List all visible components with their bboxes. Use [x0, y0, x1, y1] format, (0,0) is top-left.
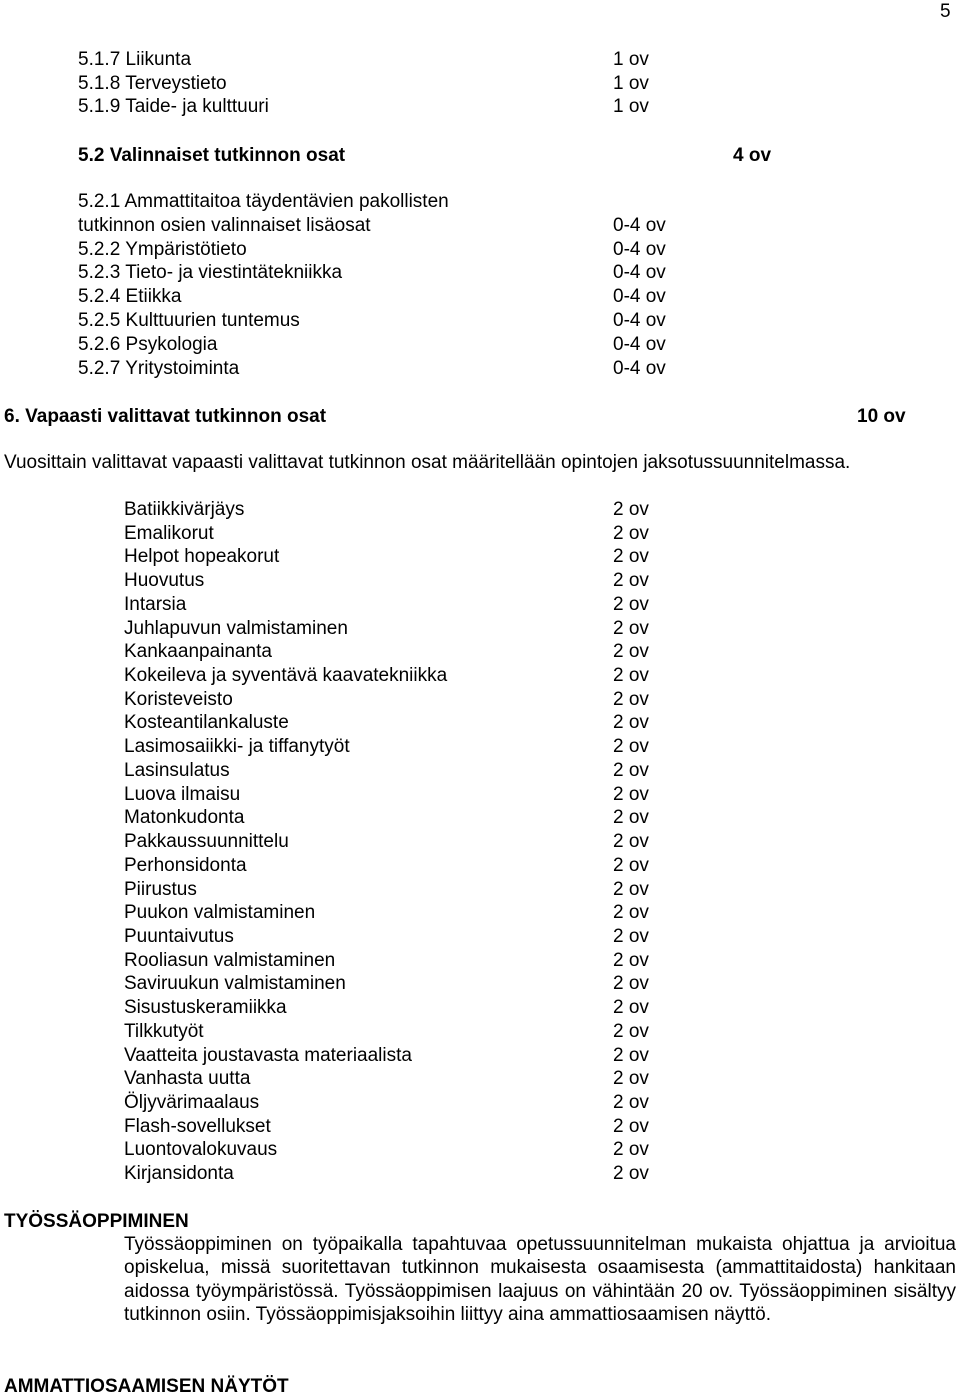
course-credits: 2 ov	[613, 1068, 649, 1090]
course-name: Lasimosaiikki- ja tiffanytyöt	[124, 736, 350, 758]
course-name: Lasinsulatus	[124, 759, 230, 781]
course-credits: 0-4 ov	[613, 357, 666, 379]
course-name: Pakkaussuunnittelu	[124, 831, 289, 853]
course-name: Rooliasun valmistaminen	[124, 949, 336, 971]
course-name: 5.2.5 Kulttuurien tuntemus	[78, 310, 300, 331]
course-name: Puuntaivutus	[124, 925, 234, 947]
course-name: Kosteantilankaluste	[124, 712, 289, 734]
course-credits: 2 ov	[613, 1044, 649, 1066]
course-credits: 2 ov	[613, 759, 649, 781]
course-credits: 2 ov	[613, 570, 649, 592]
course-name: Koristeveisto	[124, 688, 233, 710]
section-517-credits: 1 ov	[613, 49, 649, 70]
course-name: Kankaanpainanta	[124, 641, 272, 663]
course-credits: 2 ov	[613, 949, 649, 971]
course-name: Puukon valmistaminen	[124, 902, 316, 924]
course-credits: 2 ov	[613, 854, 649, 876]
course-credits: 2 ov	[613, 712, 649, 734]
course-credits: 2 ov	[613, 878, 649, 900]
section-6-credits: 10 ov	[857, 406, 906, 427]
course-credits: 2 ov	[613, 807, 649, 829]
course-credits: 2 ov	[613, 665, 649, 687]
course-credits: 2 ov	[613, 522, 649, 544]
course-name: Huovutus	[124, 570, 205, 592]
course-name: Öljyvärimaalaus	[124, 1092, 260, 1113]
course-name: Vanhasta uutta	[124, 1068, 251, 1090]
course-credits: 2 ov	[613, 736, 649, 758]
course-credits: 2 ov	[613, 925, 649, 947]
course-credits: 0-4 ov	[613, 214, 666, 236]
skills-demonstrations-heading: AMMATTIOSAAMISEN NÄYTÖT	[4, 1376, 289, 1397]
course-credits: 2 ov	[613, 546, 649, 568]
course-credits: 2 ov	[613, 1020, 649, 1042]
course-credits: 2 ov	[613, 902, 649, 924]
section-518-credits: 1 ov	[613, 73, 649, 94]
course-credits: 2 ov	[613, 1139, 649, 1161]
course-credits: 2 ov	[613, 997, 649, 1019]
course-name: Piirustus	[124, 878, 197, 900]
section-519-credits: 1 ov	[613, 96, 649, 117]
section-52-title: 5.2 Valinnaiset tutkinnon osat	[78, 145, 346, 166]
course-credits: 0-4 ov	[613, 286, 666, 308]
course-name: 5.2.7 Yritystoiminta	[78, 357, 240, 379]
course-name: Batiikkivärjäys	[124, 499, 245, 520]
workplace-learning-paragraph: Työssäoppiminen on työpaikalla tapahtuvaa opetussuunnitelman mukaista ohjattua ja arvioitua opiskelua, missä suoritettavan tutkinnon mukaisesta osaamisesta (ammattitaidosta) hankitaan aidossa työympäristössä. Työssäoppimisen laajuus on vähintään 20 ov. Työssäoppiminen sisältyy tutkinnon osiin. Työssäoppimisjaksoihin liittyy aina ammattiosaamisen näyttö.	[124, 1234, 956, 1326]
course-name: Juhlapuvun valmistaminen	[124, 617, 348, 639]
course-credits: 2 ov	[613, 831, 649, 853]
page-number: 5	[940, 1, 951, 22]
course-name: Emalikorut	[124, 522, 214, 544]
course-name: Kirjansidonta	[124, 1163, 234, 1185]
course-credits: 2 ov	[613, 499, 649, 520]
course-credits: 2 ov	[613, 1115, 649, 1137]
course-name: Flash-sovellukset	[124, 1115, 271, 1137]
course-credits: 0-4 ov	[613, 238, 666, 260]
course-name: Helpot hopeakorut	[124, 546, 280, 568]
course-name: 5.2.4 Etiikka	[78, 286, 182, 308]
course-credits: 2 ov	[613, 593, 649, 615]
course-name: 5.2.2 Ympäristötieto	[78, 238, 247, 260]
course-credits: 0-4 ov	[613, 310, 666, 331]
course-credits: 0-4 ov	[613, 262, 666, 284]
course-credits: 2 ov	[613, 1163, 649, 1185]
course-name: Luova ilmaisu	[124, 783, 241, 805]
course-credits: 2 ov	[613, 973, 649, 995]
course-name: Kokeileva ja syventävä kaavatekniikka	[124, 665, 448, 687]
course-credits: 2 ov	[613, 617, 649, 639]
course-name: Vaatteita joustavasta materiaalista	[124, 1044, 412, 1066]
section-519-name: 5.1.9 Taide- ja kulttuuri	[78, 96, 269, 117]
course-name: Perhonsidonta	[124, 854, 247, 876]
course-name: Luontovalokuvaus	[124, 1139, 278, 1161]
course-name: Tilkkutyöt	[124, 1020, 204, 1042]
section-6-description: Vuosittain valittavat vapaasti valittavat tutkinnon osat määritellään opintojen jaksotussuunnitelmassa.	[4, 452, 851, 473]
course-name: 5.2.6 Psykologia	[78, 333, 218, 355]
course-credits: 0-4 ov	[613, 333, 666, 355]
section-518-name: 5.1.8 Terveystieto	[78, 73, 227, 94]
course-name: Matonkudonta	[124, 807, 245, 829]
course-name: Sisustuskeramiikka	[124, 997, 287, 1019]
course-credits: 2 ov	[613, 688, 649, 710]
section-6-title: 6. Vapaasti valittavat tutkinnon osat	[4, 406, 327, 427]
section-52-credits: 4 ov	[733, 145, 772, 166]
course-credits: 2 ov	[613, 641, 649, 663]
section-517-name: 5.1.7 Liikunta	[78, 49, 192, 70]
course-name: tutkinnon osien valinnaiset lisäosat	[78, 214, 371, 236]
course-name: 5.2.1 Ammattitaitoa täydentävien pakollisten	[78, 191, 449, 212]
course-name: Saviruukun valmistaminen	[124, 973, 346, 995]
course-name: Intarsia	[124, 593, 187, 615]
course-credits: 2 ov	[613, 1092, 649, 1113]
course-credits: 2 ov	[613, 783, 649, 805]
workplace-learning-heading: TYÖSSÄOPPIMINEN	[4, 1211, 189, 1232]
course-name: 5.2.3 Tieto- ja viestintätekniikka	[78, 262, 343, 284]
